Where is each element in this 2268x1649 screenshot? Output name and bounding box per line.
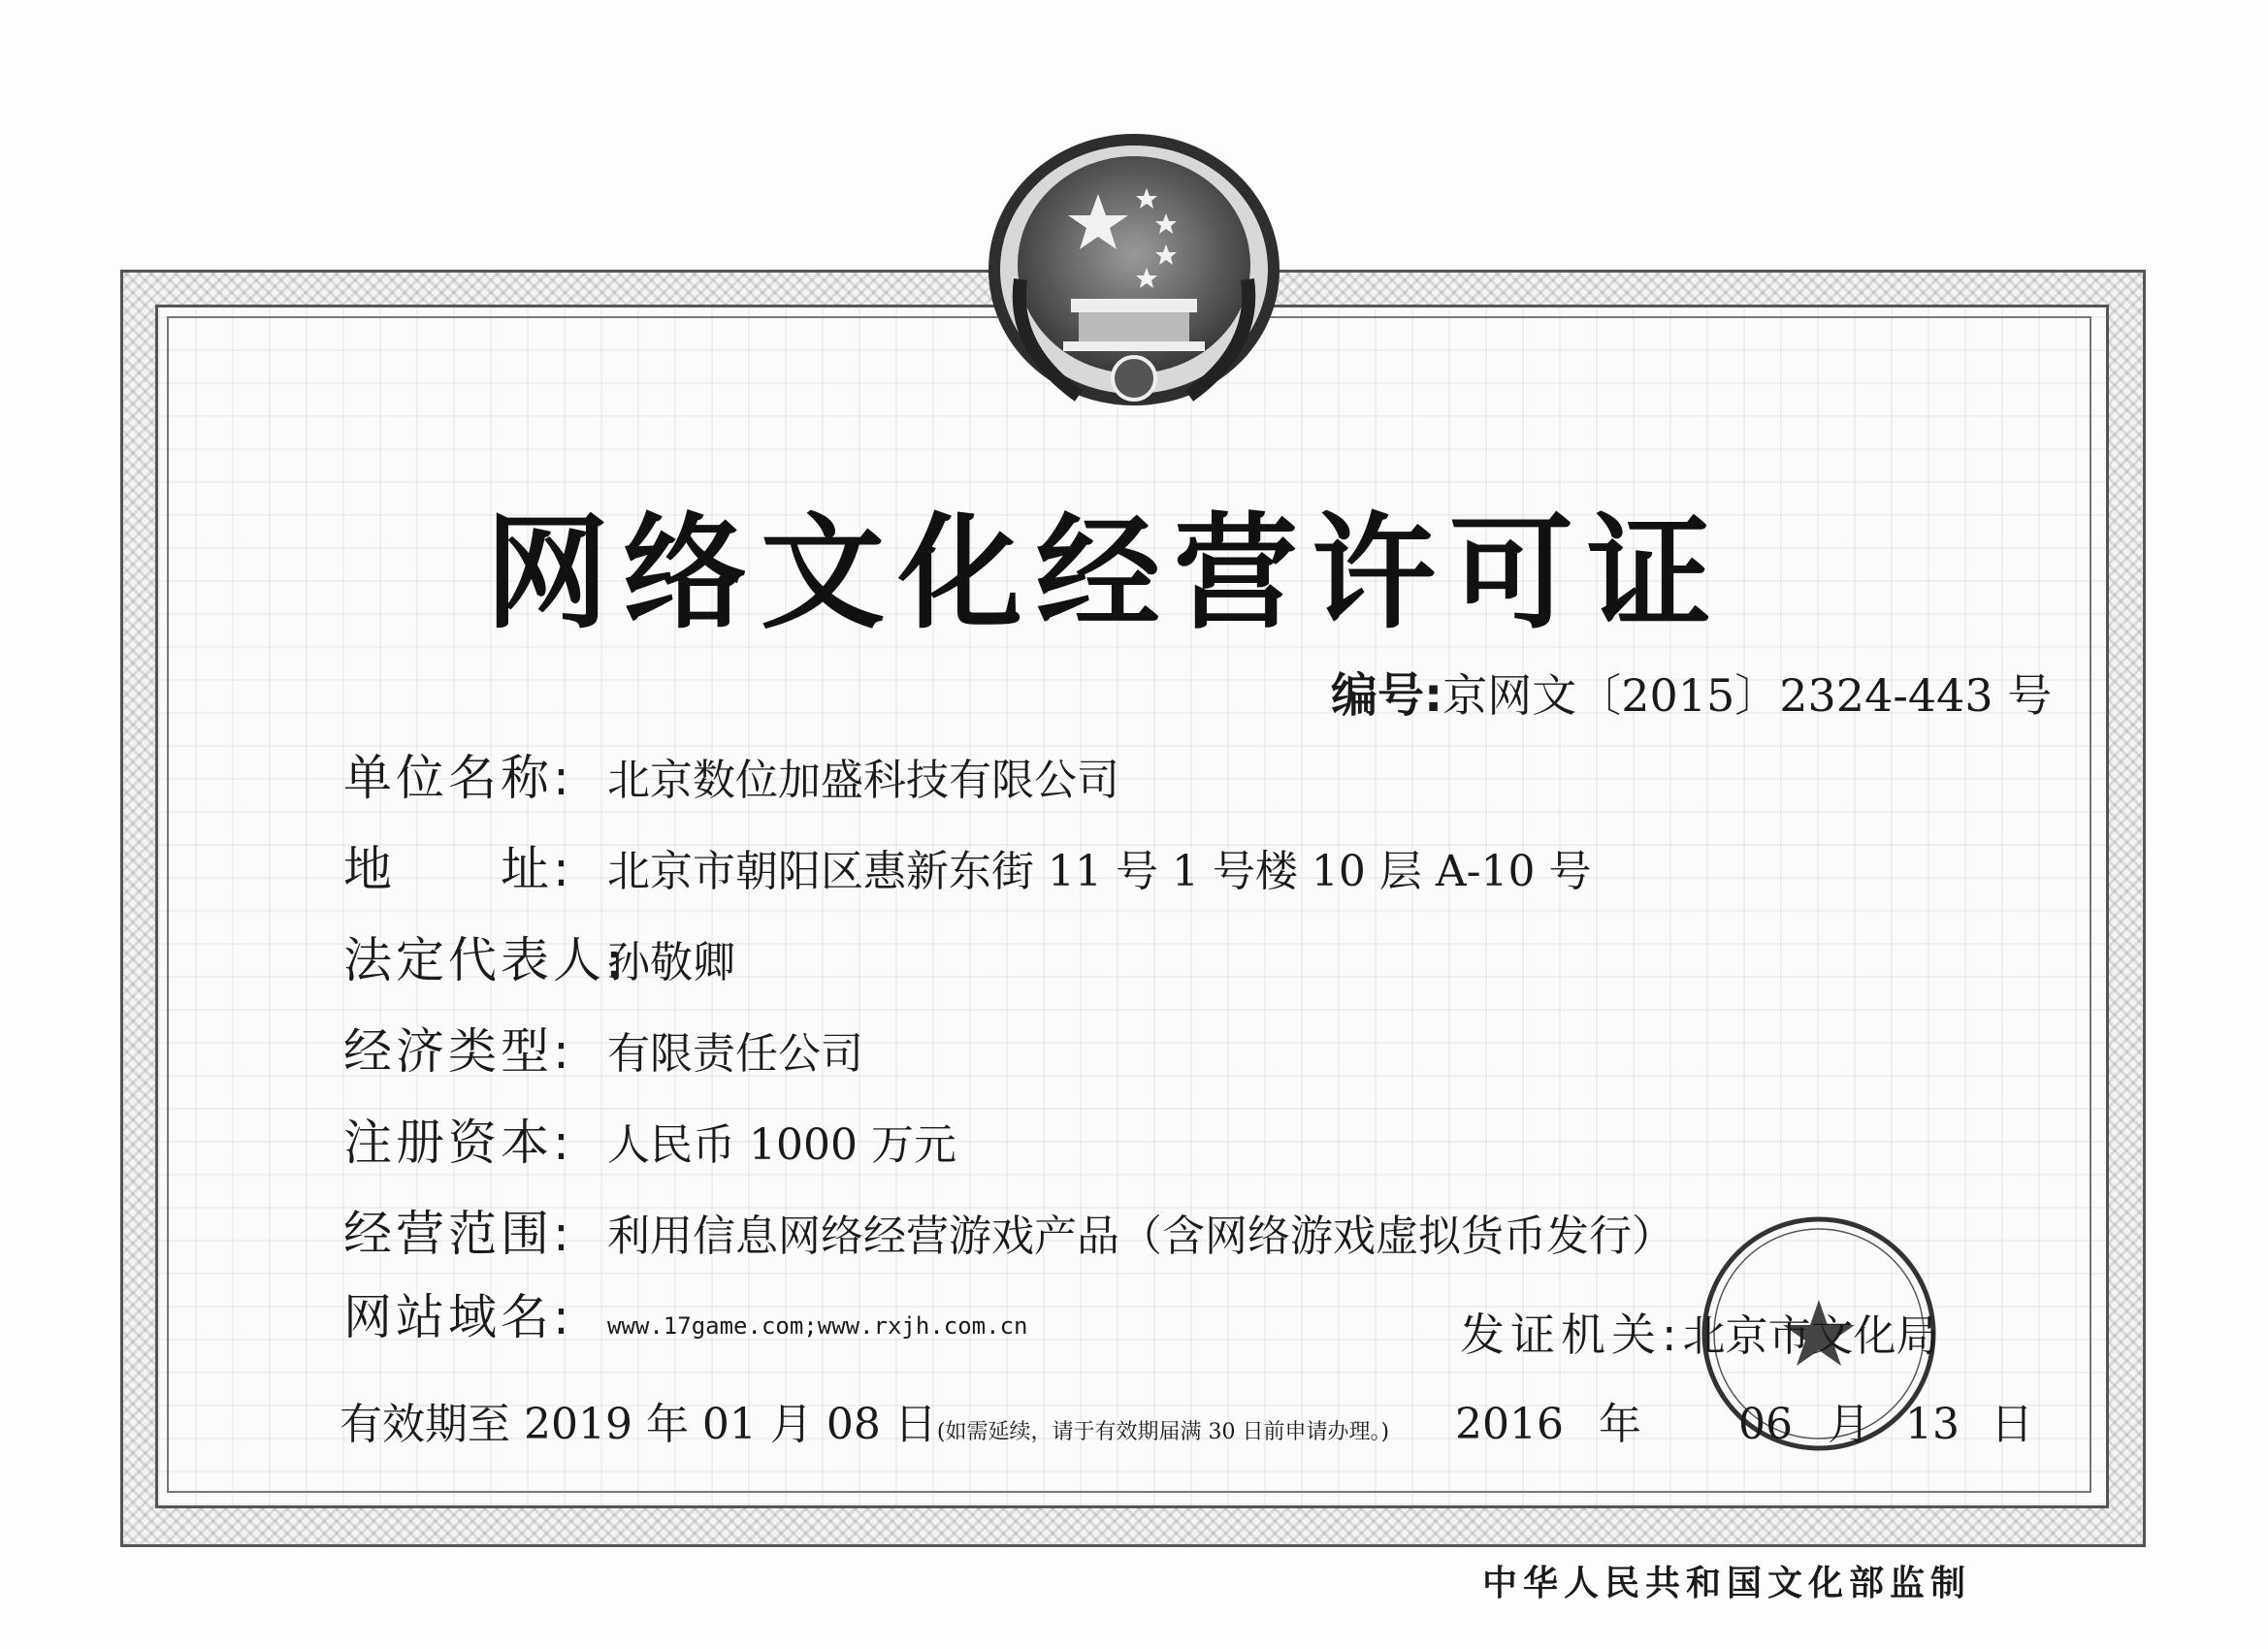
field-value: www.17game.com;www.rxjh.com.cn bbox=[607, 1312, 1028, 1340]
issue-month: 06 bbox=[1737, 1400, 1793, 1449]
field-address bbox=[343, 830, 1592, 900]
field-legal-representative bbox=[343, 922, 735, 991]
field-company-name bbox=[343, 739, 1119, 809]
field-label: 网站域名: bbox=[343, 1289, 573, 1345]
issuing-authority bbox=[1460, 1300, 1939, 1364]
field-label: 法定代表人: bbox=[343, 932, 626, 988]
field-value: 有限责任公司 bbox=[607, 1029, 863, 1079]
issue-month-unit: 月 bbox=[1827, 1400, 1870, 1449]
issuer-value: 北京市文化局 bbox=[1682, 1311, 1939, 1361]
field-value: 人民币 1000 万元 bbox=[607, 1120, 956, 1170]
validity-period bbox=[340, 1389, 1389, 1451]
issue-date bbox=[1455, 1389, 2033, 1451]
issue-year: 2016 bbox=[1455, 1400, 1564, 1449]
serial-value: 京网文〔2015〕2324-443 号 bbox=[1442, 669, 2053, 722]
issue-year-unit: 年 bbox=[1598, 1400, 1641, 1449]
validity-note: (如需延续，请于有效期届满 30 日前申请办理。) bbox=[936, 1420, 1390, 1444]
field-value: 孙敬卿 bbox=[607, 938, 735, 987]
field-value: 利用信息网络经营游戏产品（含网络游戏虚拟货币发行） bbox=[607, 1212, 1674, 1261]
certificate-title: 网络文化经营许可证 bbox=[485, 501, 1726, 646]
issue-day: 13 bbox=[1904, 1400, 1960, 1449]
supervisor-footer: 中华人民共和国文化部监制 bbox=[1482, 1564, 1972, 1603]
field-business-scope bbox=[343, 1195, 1674, 1265]
field-economic-type bbox=[343, 1013, 863, 1083]
issue-day-unit: 日 bbox=[1990, 1400, 2033, 1449]
field-label: 经济类型: bbox=[343, 1023, 573, 1080]
field-registered-capital bbox=[343, 1104, 956, 1174]
field-value: 北京数位加盛科技有限公司 bbox=[607, 756, 1119, 805]
serial-label: 编号: bbox=[1331, 668, 1443, 723]
field-label: 注册资本: bbox=[343, 1115, 573, 1171]
issuer-label: 发证机关: bbox=[1460, 1309, 1683, 1361]
validity-text: 有效期至 2019 年 01 月 08 日 bbox=[340, 1400, 937, 1449]
field-value: 北京市朝阳区惠新东街 11 号 1 号楼 10 层 A-10 号 bbox=[607, 847, 1592, 896]
field-label: 经营范围: bbox=[343, 1206, 573, 1262]
national-emblem-icon bbox=[982, 124, 1286, 415]
field-label: 单位名称: bbox=[343, 750, 573, 806]
field-website-domain bbox=[343, 1278, 1027, 1348]
serial-number bbox=[1331, 658, 2052, 725]
field-label: 地 址: bbox=[343, 841, 573, 897]
